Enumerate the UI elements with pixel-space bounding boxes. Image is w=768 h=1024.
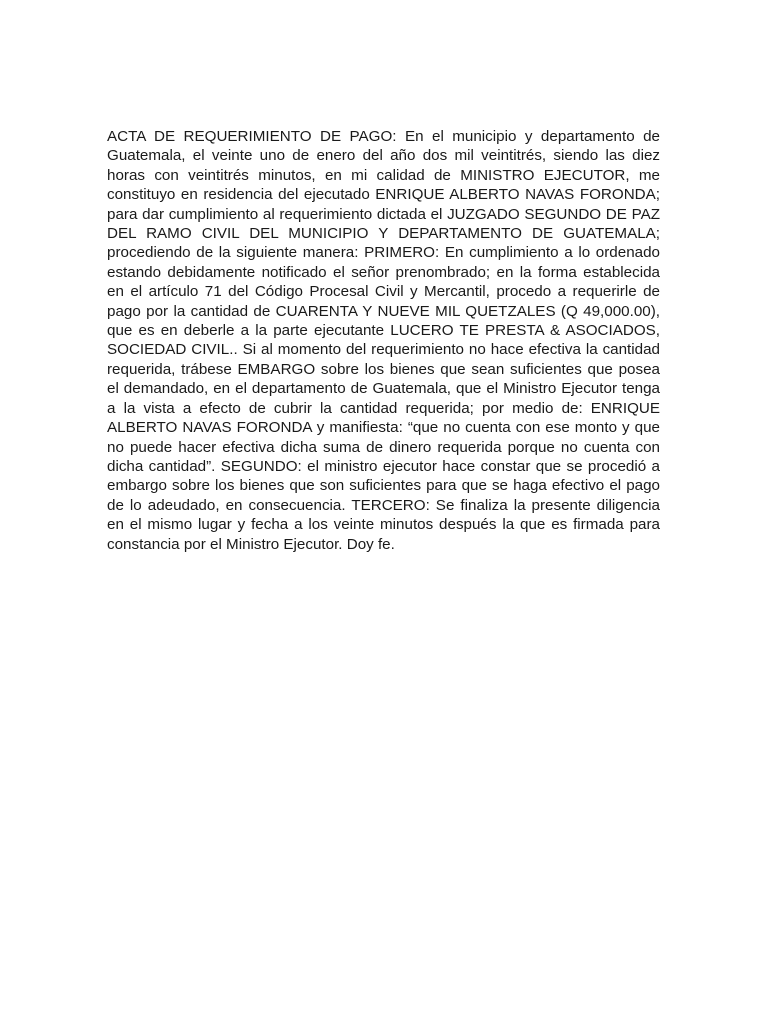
- document-paragraph: ACTA DE REQUERIMIENTO DE PAGO: En el municipio y departamento de Guatemala, el veinte uno de enero del año dos mil veintitrés, siendo las diez horas con veintitrés minutos, en mi calidad de MINISTRO EJECUTOR, me constituyo en residencia del ejecutado ENRIQUE ALBERTO NAVAS FORONDA; para dar cumplimiento al requerimiento dictada el JUZGADO SEGUNDO DE PAZ DEL RAMO CIVIL DEL MUNICIPIO Y DEPARTAMENTO DE GUATEMALA; procediendo de la siguiente manera: PRIMERO: En cumplimiento a lo ordenado estando debidamente notificado el señor prenombrado; en la forma establecida en el artículo 71 del Código Procesal Civil y Mercantil, procedo a requerirle de pago por la cantidad de CUARENTA Y NUEVE MIL QUETZALES (Q 49,000.00), que es en deberle a la parte ejecutante LUCERO TE PRESTA & ASOCIADOS, SOCIEDAD CIVIL.. Si al momento del requerimiento no hace efectiva la cantidad requerida, trábese EMBARGO sobre los bienes que sean suficientes que posea el demandado, en el departamento de Guatemala, que el Ministro Ejecutor tenga a la vista a efecto de cubrir la cantidad requerida; por medio de: ENRIQUE ALBERTO NAVAS FORONDA y manifiesta: “que no cuenta con ese monto y que no puede hacer efectiva dicha suma de dinero requerida porque no cuenta con dicha cantidad”. SEGUNDO: el ministro ejecutor hace constar que se procedió a embargo sobre los bienes que son suficientes para que se haga efectivo el pago de lo adeudado, en consecuencia. TERCERO: Se finaliza la presente diligencia en el mismo lugar y fecha a los veinte minutos después la que es firmada para constancia por el Ministro Ejecutor. Doy fe.: [107, 128, 660, 553]
